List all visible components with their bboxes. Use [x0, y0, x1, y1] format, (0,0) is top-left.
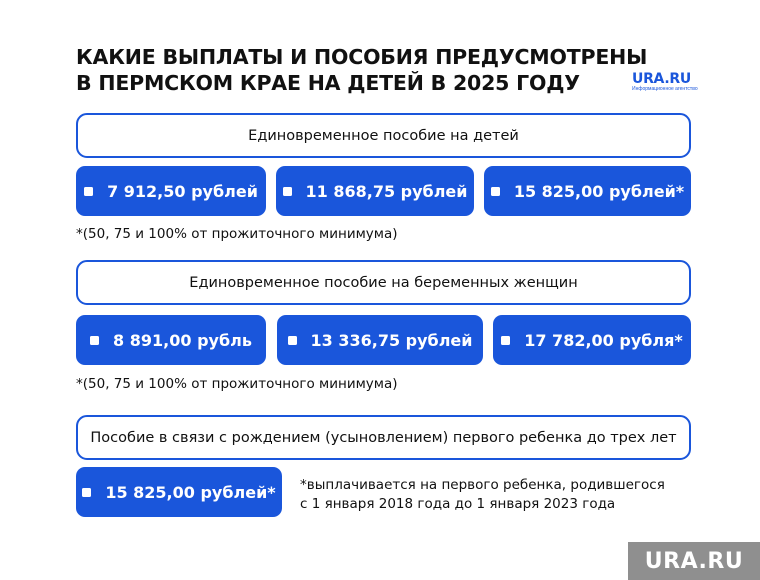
page-title: [76, 44, 648, 96]
amount-pill: [76, 315, 266, 365]
footnote: *(50, 75 и 100% от прожиточного минимума): [76, 376, 398, 392]
amount-pill: [484, 166, 691, 216]
amount-value: 13 336,75 рублей: [310, 330, 473, 350]
ura-logo: [632, 72, 702, 92]
eligibility-note: [300, 476, 665, 514]
bullet-icon: [501, 336, 510, 345]
bullet-icon: [90, 336, 99, 345]
footnote: *(50, 75 и 100% от прожиточного минимума): [76, 226, 398, 242]
eligibility-note-line: с 1 января 2018 года до 1 января 2023 года: [300, 496, 616, 512]
amount-pill: [277, 315, 483, 365]
amount-value: 17 782,00 рубля*: [524, 330, 683, 350]
eligibility-note-line: *выплачивается на первого ребенка, родившегося: [300, 477, 665, 493]
amount-value: 15 825,00 рублей*: [105, 482, 276, 502]
amount-pill: [493, 315, 691, 365]
bullet-icon: [288, 336, 297, 345]
title-line-2: В ПЕРМСКОМ КРАЕ НА ДЕТЕЙ В 2025 ГОДУ: [76, 71, 580, 95]
amount-value: 15 825,00 рублей*: [513, 181, 685, 201]
logo-subtitle: Информационное агентство: [632, 86, 698, 92]
bullet-icon: [283, 187, 292, 196]
amount-pill: [276, 166, 474, 216]
watermark-logo: URA.RU: [628, 542, 760, 580]
title-line-1: КАКИЕ ВЫПЛАТЫ И ПОСОБИЯ ПРЕДУСМОТРЕНЫ: [76, 45, 648, 69]
section-header-pregnant: Единовременное пособие на беременных женщин: [76, 260, 691, 305]
bullet-icon: [82, 488, 91, 497]
amount-pill: [76, 166, 266, 216]
amount-value: 7 912,50 рублей: [107, 181, 258, 201]
amount-value: 8 891,00 рубль: [113, 330, 252, 350]
section-header-children: Единовременное пособие на детей: [76, 113, 691, 158]
bullet-icon: [491, 187, 500, 196]
amount-pill: [76, 467, 282, 517]
amount-value: 11 868,75 рублей: [305, 181, 468, 201]
logo-text: URA.RU: [632, 71, 691, 87]
section-header-first-child: Пособие в связи с рождением (усыновлением) первого ребенка до трех лет: [76, 415, 691, 460]
bullet-icon: [84, 187, 93, 196]
